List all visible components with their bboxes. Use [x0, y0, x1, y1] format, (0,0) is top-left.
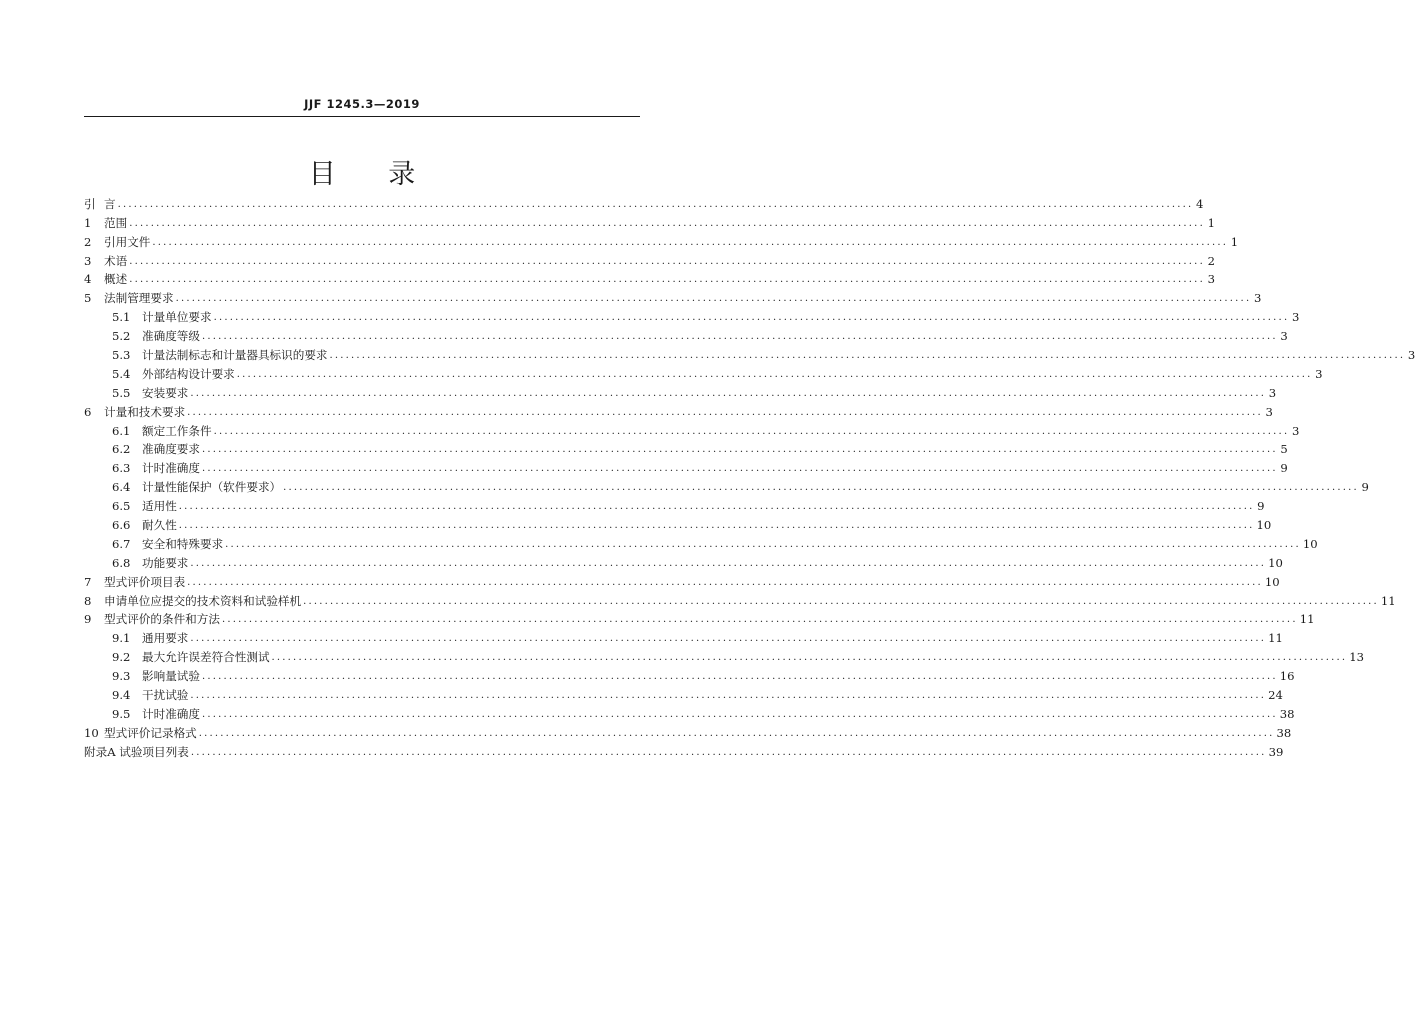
toc-entry[interactable]	[84, 590, 1396, 609]
toc-entry[interactable]	[84, 533, 1318, 552]
toc-entry-title: 附录A 试验项目列表	[84, 744, 189, 759]
toc-entry-page-number: 11	[1299, 612, 1315, 627]
toc-entry-number: 9.4	[112, 688, 131, 703]
toc-entry-title: 计量性能保护（软件要求）	[142, 480, 282, 495]
toc-entry-page-number: 11	[1268, 631, 1283, 646]
toc-entry-page-number: 3	[1291, 423, 1300, 438]
toc-entry-title: 影响量试验	[142, 669, 200, 684]
page-title: 目 录	[308, 159, 438, 190]
toc-entry-number: 6.3	[112, 461, 131, 476]
toc-leader-dots: ........................................................................................................................................................................................................	[190, 557, 1267, 569]
toc-entry-page-number: 16	[1279, 669, 1295, 684]
toc-entry-number: 8	[84, 593, 92, 608]
toc-entry-title: 准确度要求	[142, 442, 200, 457]
toc-entry-page-number: 13	[1349, 650, 1365, 665]
toc-entry[interactable]	[84, 514, 1272, 533]
toc-entry-number: 6.1	[112, 423, 131, 438]
toc-entry-page-number: 3	[1291, 310, 1300, 325]
toc-entry[interactable]	[84, 495, 1265, 514]
toc-entry[interactable]	[84, 363, 1323, 382]
toc-entry[interactable]	[84, 609, 1315, 628]
toc-entry[interactable]	[84, 457, 1288, 476]
toc-entry-title: 准确度等级	[142, 329, 200, 344]
toc-entry-number: 5.5	[112, 385, 131, 400]
toc-entry[interactable]	[84, 344, 1415, 363]
toc-leader-dots: ........................................................................................................................................................................................................	[175, 293, 1252, 305]
toc-entry-number: 5.4	[112, 366, 131, 381]
toc-entry[interactable]	[84, 269, 1215, 288]
toc-entry[interactable]	[84, 306, 1300, 325]
toc-entry-page-number: 4	[1195, 196, 1204, 211]
toc-entry-page-number: 3	[1315, 366, 1323, 381]
toc-leader-dots: ........................................................................................................................................................................................................	[221, 614, 1298, 626]
toc-entry-title: 适用性	[142, 499, 177, 514]
toc-entry-page-number: 10	[1256, 518, 1272, 533]
toc-entry-number: 4	[84, 272, 92, 287]
toc-entry-title: 言	[104, 196, 116, 211]
toc-leader-dots: ........................................................................................................................................................................................................	[187, 576, 1263, 588]
toc-entry-page-number: 38	[1279, 706, 1295, 721]
toc-entry-page-number: 10	[1264, 574, 1280, 589]
toc-entry-title: 功能要求	[142, 555, 189, 570]
toc-entry-title: 干扰试验	[142, 688, 189, 703]
toc-leader-dots: ........................................................................................................................................................................................................	[117, 198, 1194, 210]
toc-entry[interactable]	[84, 382, 1277, 401]
header-divider	[84, 116, 640, 117]
toc-entry-page-number: 11	[1380, 593, 1396, 608]
toc-leader-dots: ........................................................................................................................................................................................................	[187, 406, 1263, 418]
toc-entry[interactable]	[84, 627, 1283, 646]
table-of-contents	[84, 193, 1415, 760]
toc-entry-page-number: 9	[1257, 499, 1265, 514]
toc-entry-page-number: 5	[1280, 442, 1288, 457]
toc-entry[interactable]	[84, 684, 1283, 703]
toc-entry[interactable]	[84, 231, 1239, 250]
toc-entry-number: 9.1	[112, 631, 131, 646]
toc-entry-page-number: 9	[1361, 480, 1369, 495]
toc-entry-title: 型式评价记录格式	[104, 725, 197, 740]
toc-entry-title: 范围	[104, 215, 128, 230]
toc-entry-number: 2	[84, 234, 92, 249]
toc-entry[interactable]	[84, 420, 1300, 439]
toc-leader-dots: ........................................................................................................................................................................................................	[190, 633, 1267, 645]
toc-leader-dots: ........................................................................................................................................................................................................	[129, 255, 1205, 267]
toc-leader-dots: ........................................................................................................................................................................................................	[213, 425, 1290, 437]
toc-leader-dots: ........................................................................................................................................................................................................	[198, 727, 1275, 739]
toc-entry[interactable]	[84, 193, 1204, 212]
toc-leader-dots: ........................................................................................................................................................................................................	[201, 463, 1278, 475]
toc-leader-dots: ........................................................................................................................................................................................................	[201, 708, 1278, 720]
toc-entry[interactable]	[84, 646, 1365, 665]
toc-entry[interactable]	[84, 703, 1295, 722]
toc-entry-number: 6.2	[112, 442, 131, 457]
toc-entry-title: 耐久性	[142, 518, 177, 533]
toc-entry-title: 外部结构设计要求	[142, 366, 235, 381]
toc-entry-title: 通用要求	[142, 631, 189, 646]
toc-entry[interactable]	[84, 401, 1273, 420]
toc-entry-number: 6.8	[112, 555, 131, 570]
toc-entry-title: 申请单位应提交的技术资料和试验样机	[104, 593, 302, 608]
toc-entry-title: 计量法制标志和计量器具标识的要求	[142, 348, 328, 363]
toc-leader-dots: ........................................................................................................................................................................................................	[152, 236, 1229, 248]
toc-entry[interactable]	[84, 325, 1288, 344]
toc-entry[interactable]	[84, 741, 1284, 760]
toc-entry-title: 概述	[104, 272, 128, 287]
toc-entry-number: 7	[84, 574, 92, 589]
toc-entry-page-number: 9	[1280, 461, 1288, 476]
toc-entry-number: 9.3	[112, 669, 131, 684]
toc-entry-title: 计时准确度	[142, 706, 200, 721]
toc-entry-page-number: 3	[1280, 329, 1288, 344]
toc-entry-number: 9	[84, 612, 92, 627]
toc-leader-dots: ........................................................................................................................................................................................................	[201, 444, 1278, 456]
toc-entry-title: 型式评价的条件和方法	[104, 612, 220, 627]
toc-leader-dots: ........................................................................................................................................................................................................	[271, 652, 1348, 664]
toc-leader-dots: ........................................................................................................................................................................................................	[129, 274, 1205, 286]
toc-entry-number: 6.7	[112, 536, 131, 551]
toc-entry-number: 5.1	[112, 310, 131, 325]
toc-entry-page-number: 3	[1265, 404, 1273, 419]
toc-entry-number: 6.5	[112, 499, 131, 514]
toc-entry-page-number: 1	[1207, 215, 1215, 230]
toc-leader-dots: ........................................................................................................................................................................................................	[303, 595, 1379, 607]
toc-entry-title: 术语	[104, 253, 128, 268]
toc-entry-number: 3	[84, 253, 92, 268]
toc-leader-dots: ........................................................................................................................................................................................................	[201, 671, 1278, 683]
toc-entry-page-number: 3	[1268, 385, 1277, 400]
toc-entry-number: 10	[84, 725, 99, 740]
toc-leader-dots: ........................................................................................................................................................................................................	[190, 690, 1267, 702]
toc-entry-page-number: 1	[1230, 234, 1239, 249]
toc-entry-title: 安全和特殊要求	[142, 536, 224, 551]
toc-entry-page-number: 10	[1268, 555, 1283, 570]
toc-leader-dots: ........................................................................................................................................................................................................	[178, 520, 1255, 532]
toc-entry-number: 5.2	[112, 329, 131, 344]
toc-leader-dots: ........................................................................................................................................................................................................	[236, 368, 1313, 380]
toc-entry-title: 安装要求	[142, 385, 189, 400]
toc-entry-page-number: 10	[1302, 536, 1318, 551]
toc-entry[interactable]	[84, 250, 1215, 269]
toc-entry-page-number: 39	[1268, 744, 1284, 759]
toc-entry[interactable]	[84, 665, 1295, 684]
toc-entry-number: 6	[84, 404, 92, 419]
toc-entry[interactable]	[84, 552, 1283, 571]
toc-leader-dots: ........................................................................................................................................................................................................	[329, 350, 1406, 362]
toc-entry[interactable]	[84, 571, 1280, 590]
toc-entry-number: 引	[84, 196, 96, 211]
toc-entry-number: 5.3	[112, 348, 131, 363]
toc-leader-dots: ........................................................................................................................................................................................................	[129, 217, 1205, 229]
toc-entry[interactable]	[84, 476, 1369, 495]
toc-entry-title: 型式评价项目表	[104, 574, 186, 589]
toc-entry-page-number: 2	[1207, 253, 1215, 268]
toc-leader-dots: ........................................................................................................................................................................................................	[283, 482, 1359, 494]
toc-entry-title: 计量和技术要求	[104, 404, 186, 419]
toc-leader-dots: ........................................................................................................................................................................................................	[178, 501, 1255, 513]
toc-entry[interactable]	[84, 212, 1215, 231]
toc-entry-number: 1	[84, 215, 92, 230]
toc-entry[interactable]	[84, 287, 1262, 306]
document-code-header: JJF 1245.3—2019	[304, 97, 420, 111]
toc-entry-title: 引用文件	[104, 234, 151, 249]
toc-entry-title: 最大允许误差符合性测试	[142, 650, 270, 665]
toc-entry-title: 计时准确度	[142, 461, 200, 476]
toc-entry-number: 9.5	[112, 706, 131, 721]
toc-leader-dots: ........................................................................................................................................................................................................	[190, 387, 1267, 399]
toc-entry-title: 计量单位要求	[142, 310, 212, 325]
toc-entry-page-number: 3	[1407, 348, 1415, 363]
toc-entry-title: 法制管理要求	[104, 291, 174, 306]
toc-leader-dots: ........................................................................................................................................................................................................	[213, 312, 1290, 324]
toc-leader-dots: ........................................................................................................................................................................................................	[225, 538, 1301, 550]
toc-leader-dots: ........................................................................................................................................................................................................	[190, 746, 1267, 758]
toc-entry-number: 6.4	[112, 480, 131, 495]
toc-entry[interactable]	[84, 722, 1292, 741]
toc-entry-title: 额定工作条件	[142, 423, 212, 438]
toc-entry-page-number: 3	[1253, 291, 1262, 306]
toc-entry-page-number: 3	[1207, 272, 1215, 287]
toc-entry-number: 9.2	[112, 650, 131, 665]
toc-entry-number: 5	[84, 291, 92, 306]
toc-entry[interactable]	[84, 439, 1288, 458]
toc-leader-dots: ........................................................................................................................................................................................................	[201, 331, 1278, 343]
toc-entry-page-number: 38	[1276, 725, 1292, 740]
toc-entry-page-number: 24	[1268, 688, 1283, 703]
toc-entry-number: 6.6	[112, 518, 131, 533]
